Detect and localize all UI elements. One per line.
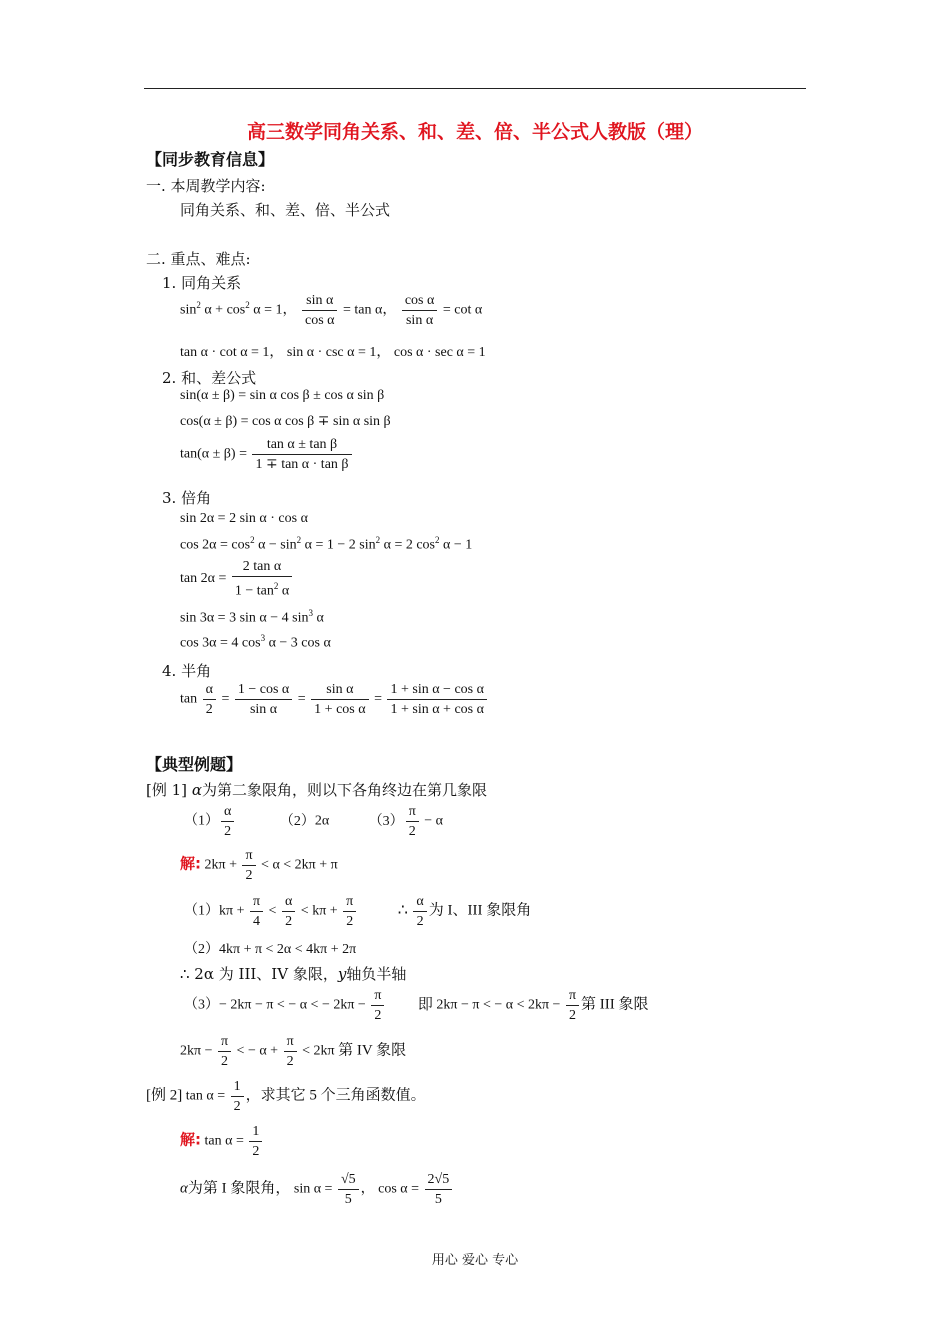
example-1-solution-start: 解: 2kπ + $\frac{\pi}{2}$ < α < 2kπ + π: [180, 848, 338, 883]
formula-identity-1: $\sin^2 \alpha + \cos^2 \alpha = 1$， $\frac{\text{sin α}}{\text{cos α}}$ = tan α， $\frac{\text{cos α}}{\text{sin α}}$ = cot α: [180, 293, 483, 328]
example-2-solution: 解: tan α = $\frac{1}{2}$: [180, 1122, 264, 1161]
part1-heading: 一. 本周教学内容:: [146, 177, 266, 195]
formula-tan-half: tan $\frac{\alpha}{2}$ = $\frac{\text{1 − cos α}}{\text{sin α}}$ = $\frac{\text{sin α}}{\text{1 + cos α}}$ = $\frac{\text{1 + sin α − cos α}}{\text{1 + sin α + cos α}}$: [180, 680, 489, 719]
formula-cos-triple: cos 3α = 4 $\cos^3 \alpha - 3$ cos α: [180, 633, 331, 651]
example-1-case-3: （3）− 2kπ − π < − α < − 2kπ − $\frac{\pi}{2}$ 即 2kπ − π < − α < 2kπ − $\frac{\pi}{2}$ 第 III 象限: [184, 988, 649, 1023]
formula-sin-sum: sin(α ± β) = sin α cos β ± cos α sin β: [180, 388, 385, 403]
item-1-heading: 1. 同角关系: [162, 274, 242, 292]
item-4-heading: 4. 半角: [162, 662, 212, 680]
formula-cos-sum: cos(α ± β) = cos α cos β ∓ sin α sin β: [180, 414, 391, 429]
part2-heading: 二. 重点、难点:: [146, 250, 251, 268]
formula-cos-double: $\cos 2\alpha = \cos^2 \alpha - \sin^2 \alpha = 1 - 2$ $\sin^2 \alpha = 2$ $\cos^2 \alpha - 1$: [180, 535, 473, 553]
example-1-case-3b: 2kπ − $\frac{\pi}{2}$ < − α + $\frac{\pi}{2}$ < 2kπ 第 IV 象限: [180, 1034, 407, 1069]
formula-tan-sum: tan(α ± β) = $\frac{\text{tan α ± tan β}}{\text{1 ∓ tan α · tan β}}$: [180, 435, 354, 474]
example-1-parts: （1） $\frac{\alpha}{2}$ （2）2α （3） $\frac{\pi}{2}$ − α: [184, 804, 443, 839]
page-footer: 用心 爱心 专心: [431, 1253, 519, 1268]
item-3-heading: 3. 倍角: [162, 489, 212, 507]
section-examples: 【典型例题】: [146, 755, 243, 774]
formula-identity-2: tan α · cot α = 1， sin α · csc α = 1， cos α · sec α = 1: [180, 345, 486, 360]
example-2-statement: [例 2] tan α = $\frac{1}{2}$ ，求其它 5 个三角函数值。: [146, 1079, 426, 1114]
formula-sin-triple: sin 3α = 3 sin α − 4 $\sin^3 \alpha$: [180, 608, 324, 626]
part1-body: 同角关系、和、差、倍、半公式: [180, 201, 391, 219]
section-sync-info: 【同步教育信息】: [146, 150, 275, 169]
page-title: 高三数学同角关系、和、差、倍、半公式人教版（理）: [246, 121, 703, 143]
formula-sin-double: sin 2α = 2 sin α · cos α: [180, 511, 308, 526]
formula-tan-double: tan 2α = $\frac{\text{2 tan α}}{1 - \tan^2 \alpha}$: [180, 557, 294, 601]
example-1-statement: [例 1] α为第二象限角，则以下各角终边在第几象限: [146, 781, 487, 799]
example-2-values: α为第 I 象限角， sin α = $\frac{√5}{5}$ ， cos α = $\frac{2√5}{5}$: [180, 1170, 454, 1209]
example-1-case-2: （2）4kπ + π < 2α < 4kπ + 2π: [184, 942, 357, 957]
example-1-case-2-conclusion: ∴ 2α 为 III、IV 象限，y轴负半轴: [180, 965, 407, 983]
item-2-heading: 2. 和、差公式: [162, 369, 257, 387]
header-rule: [144, 88, 806, 89]
example-1-case-1: （1）kπ + $\frac{\pi}{4}$ < $\frac{\alpha}{2}$ < kπ + $\frac{\pi}{2}$ ∴ $\frac{\alpha}{2}$ 为 I、III 象限角: [184, 894, 532, 929]
